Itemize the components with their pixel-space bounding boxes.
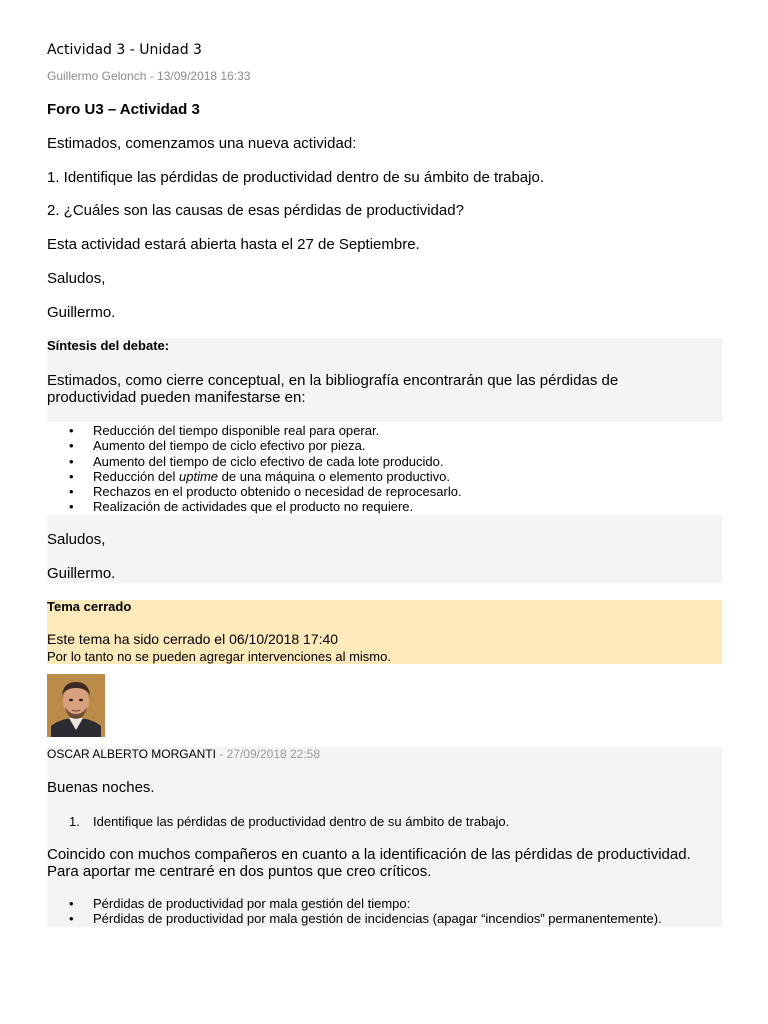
list-item: • Realización de actividades que el producto no requiere. xyxy=(47,499,462,514)
reply-date: - 27/09/2018 22:58 xyxy=(215,747,321,761)
synthesis-heading: Síntesis del debate: xyxy=(47,338,170,353)
avatar[interactable] xyxy=(47,674,105,737)
page-title: Actividad 3 - Unidad 3 xyxy=(47,42,202,58)
post-closing: Saludos, xyxy=(47,270,106,287)
post-greeting: Estimados, comenzamos una nueva actividad: xyxy=(47,135,357,152)
topic-closed-date: Este tema ha sido cerrado el 06/10/2018 17:40 xyxy=(47,631,339,647)
topic-closed-note: Por lo tanto no se pueden agregar intervenciones al mismo. xyxy=(47,649,391,664)
reply-bullet-list xyxy=(47,896,662,927)
post-meta: Guillermo Gelonch - 13/09/2018 16:33 xyxy=(47,69,251,83)
reply-paragraph-line-2: Para aportar me centraré en dos puntos que creo críticos. xyxy=(47,863,432,880)
list-item: • Rechazos en el producto obtenido o necesidad de reprocesarlo. xyxy=(47,484,462,499)
list-item: • Reducción del tiempo disponible real para operar. xyxy=(47,423,462,438)
list-item-text: Identifique las pérdidas de productividad dentro de su ámbito de trabajo. xyxy=(93,814,510,829)
post-signature: Guillermo. xyxy=(47,304,116,321)
synthesis-intro-line-1: Estimados, como cierre conceptual, en la bibliografía encontrarán que las pérdidas de xyxy=(47,372,619,389)
reply-author-line xyxy=(47,747,320,761)
reply-numbered-list xyxy=(47,814,509,829)
forum-title: Foro U3 – Actividad 3 xyxy=(47,101,200,118)
topic-closed-heading: Tema cerrado xyxy=(47,599,132,614)
list-item: • Pérdidas de productividad por mala gestión de incidencias (apagar “incendios” permanentemente). xyxy=(47,911,662,926)
list-item: • Pérdidas de productividad por mala gestión del tiempo: xyxy=(47,896,662,911)
post-deadline: Esta actividad estará abierta hasta el 27 de Septiembre. xyxy=(47,236,420,253)
post-question-2: 2. ¿Cuáles son las causas de esas pérdidas de productividad? xyxy=(47,202,464,219)
synthesis-list xyxy=(47,423,462,515)
list-item-text: Reducción del xyxy=(93,468,179,484)
list-item xyxy=(47,469,462,484)
list-item-text: de una máquina o elemento productivo. xyxy=(218,468,451,484)
synthesis-closing: Saludos, xyxy=(47,531,106,548)
list-item: • Aumento del tiempo de ciclo efectivo de cada lote producido. xyxy=(47,454,462,469)
reply-author[interactable]: OSCAR ALBERTO MORGANTI xyxy=(47,747,216,761)
list-number: 1. xyxy=(69,814,80,829)
uptime-term: uptime xyxy=(179,468,219,484)
synthesis-intro-line-2: productividad pueden manifestarse en: xyxy=(47,389,306,406)
user-photo-icon xyxy=(47,674,105,737)
synthesis-signature: Guillermo. xyxy=(47,565,116,582)
list-item xyxy=(47,814,509,829)
reply-greeting: Buenas noches. xyxy=(47,779,155,796)
reply-paragraph-line-1: Coincido con muchos compañeros en cuanto a la identificación de las pérdidas de productividad. xyxy=(47,846,691,863)
list-item: • Aumento del tiempo de ciclo efectivo por pieza. xyxy=(47,438,462,453)
post-question-1: 1. Identifique las pérdidas de productividad dentro de su ámbito de trabajo. xyxy=(47,169,544,186)
